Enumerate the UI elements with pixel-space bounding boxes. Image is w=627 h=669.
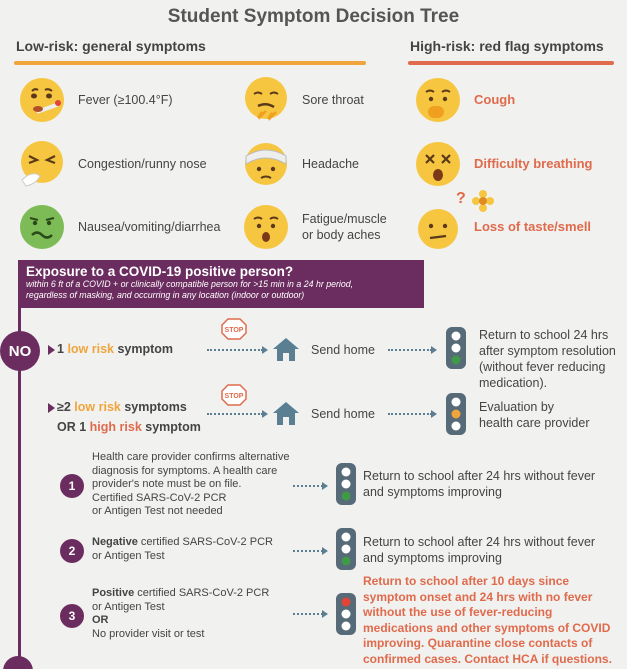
confused-face-icon [414,203,462,251]
symptom-label: Fatigue/muscle or body aches [302,212,387,242]
symptom-label: Congestion/runny nose [78,157,207,171]
exposure-banner [18,260,424,308]
traffic-light-green-icon [445,326,467,370]
send-home-label: Send home [311,343,375,357]
dotted-connector [293,550,323,552]
stop-sign-icon [221,384,247,406]
option-number: 2 [60,539,84,563]
dotted-connector [293,613,323,615]
branch-arrow-icon [48,403,55,413]
branch1-outcome: Return to school 24 hrs after symptom resolution (without fever reducing medication). [479,328,616,390]
symptom-headache [242,140,359,188]
branch-arrow-icon [48,345,55,355]
arrowhead-icon [431,346,437,354]
symptom-label: Headache [302,157,359,171]
symptom-fever [18,76,173,124]
option3-outcome: Return to school after 10 days since symptom onset and 24 hrs with no fever without the use of fever-reducing medications and other symptoms of COVID improving. Quarantine close contacts of confirmed cases. Contact HCA if questions. [363,574,612,666]
symptom-difficulty-breathing [414,140,592,188]
dotted-connector [293,485,323,487]
low-risk-heading: Low-risk: general symptoms [16,38,206,54]
exposure-detail-line: within 6 ft of a COVID + or clinically compatible person for >15 min in a 24 hr period, [26,279,354,289]
symptom-label: Cough [474,92,516,107]
option1-outcome: Return to school after 24 hrs without fever and symptoms improving [363,469,596,499]
home-icon [272,400,300,426]
traffic-light-green-icon [335,527,357,571]
symptom-label: Loss of taste/smell [474,219,592,234]
branch2-outcome: Evaluation by health care provider [479,400,590,430]
option2-description: Negative certified SARS-CoV-2 PCR or Antigen Test [92,536,273,562]
option-number: 1 [60,474,84,498]
option2-outcome: Return to school after 24 hrs without fever and symptoms improving [363,535,596,565]
option1-description: Health care provider confirms alternative diagnosis for symptoms. A health care provider's note must be on file. Certified SARS-CoV-2 PCR or Antigen Test not needed [92,451,290,517]
arrowhead-icon [322,482,328,490]
tired-face-icon [242,203,290,251]
flower-icon [472,190,494,212]
bandaged-head-icon [242,140,290,188]
arrowhead-icon [322,610,328,618]
traffic-light-red-icon [335,592,357,636]
option3-description: Positive certified SARS-CoV-2 PCR or Antigen Test OR No provider visit or test [92,587,270,640]
nauseated-face-icon [18,203,66,251]
high-risk-underline [408,61,614,65]
dotted-connector [388,413,432,415]
arrowhead-icon [322,547,328,555]
symptom-label: Sore throat [302,93,364,107]
thermometer-face-icon [18,76,66,124]
symptom-congestion [18,140,207,188]
page-title: Student Symptom Decision Tree [167,6,460,27]
dotted-connector [388,349,432,351]
stop-sign-icon [221,318,247,340]
traffic-light-yellow-icon [445,392,467,436]
symptom-cough [414,76,515,124]
branch1-condition: 1 low risk symptom [57,342,174,356]
exposure-detail-line: regardless of masking, and occurring in any location (indoor or outdoor) [26,290,305,300]
branch2-condition-alt: OR 1 high risk symptom [57,420,201,434]
no-circle: NO [0,331,40,371]
home-icon [272,336,300,362]
stop-sign-label: STOP [224,393,244,400]
sneezing-face-icon [18,140,66,188]
symptom-loss-of-taste [414,203,591,251]
symptom-label: Nausea/vomiting/diarrhea [78,220,221,234]
arrowhead-icon [262,346,268,354]
traffic-light-green-icon [335,462,357,506]
sore-throat-face-icon [242,76,290,124]
low-risk-underline [14,61,366,65]
symptom-fatigue [242,203,387,251]
high-risk-heading: High-risk: red flag symptoms [410,38,604,54]
dotted-connector [207,413,263,415]
dizzy-face-icon [414,140,462,188]
stop-sign-label: STOP [224,327,244,334]
send-home-label: Send home [311,407,375,421]
question-mark-icon: ? [456,190,466,207]
exposure-heading: Exposure to a COVID-19 positive person? [26,264,294,279]
symptom-nausea [18,203,220,251]
dotted-connector [207,349,263,351]
arrowhead-icon [262,410,268,418]
symptom-label: Fever (≥100.4°F) [78,93,173,107]
coughing-face-icon [414,76,462,124]
symptom-label: Difficulty breathing [474,156,593,171]
branch2-condition: ≥2 low risk symptoms [57,400,187,414]
option-number: 3 [60,604,84,628]
next-branch-circle [3,656,33,669]
arrowhead-icon [431,410,437,418]
symptom-sore-throat [242,76,364,124]
